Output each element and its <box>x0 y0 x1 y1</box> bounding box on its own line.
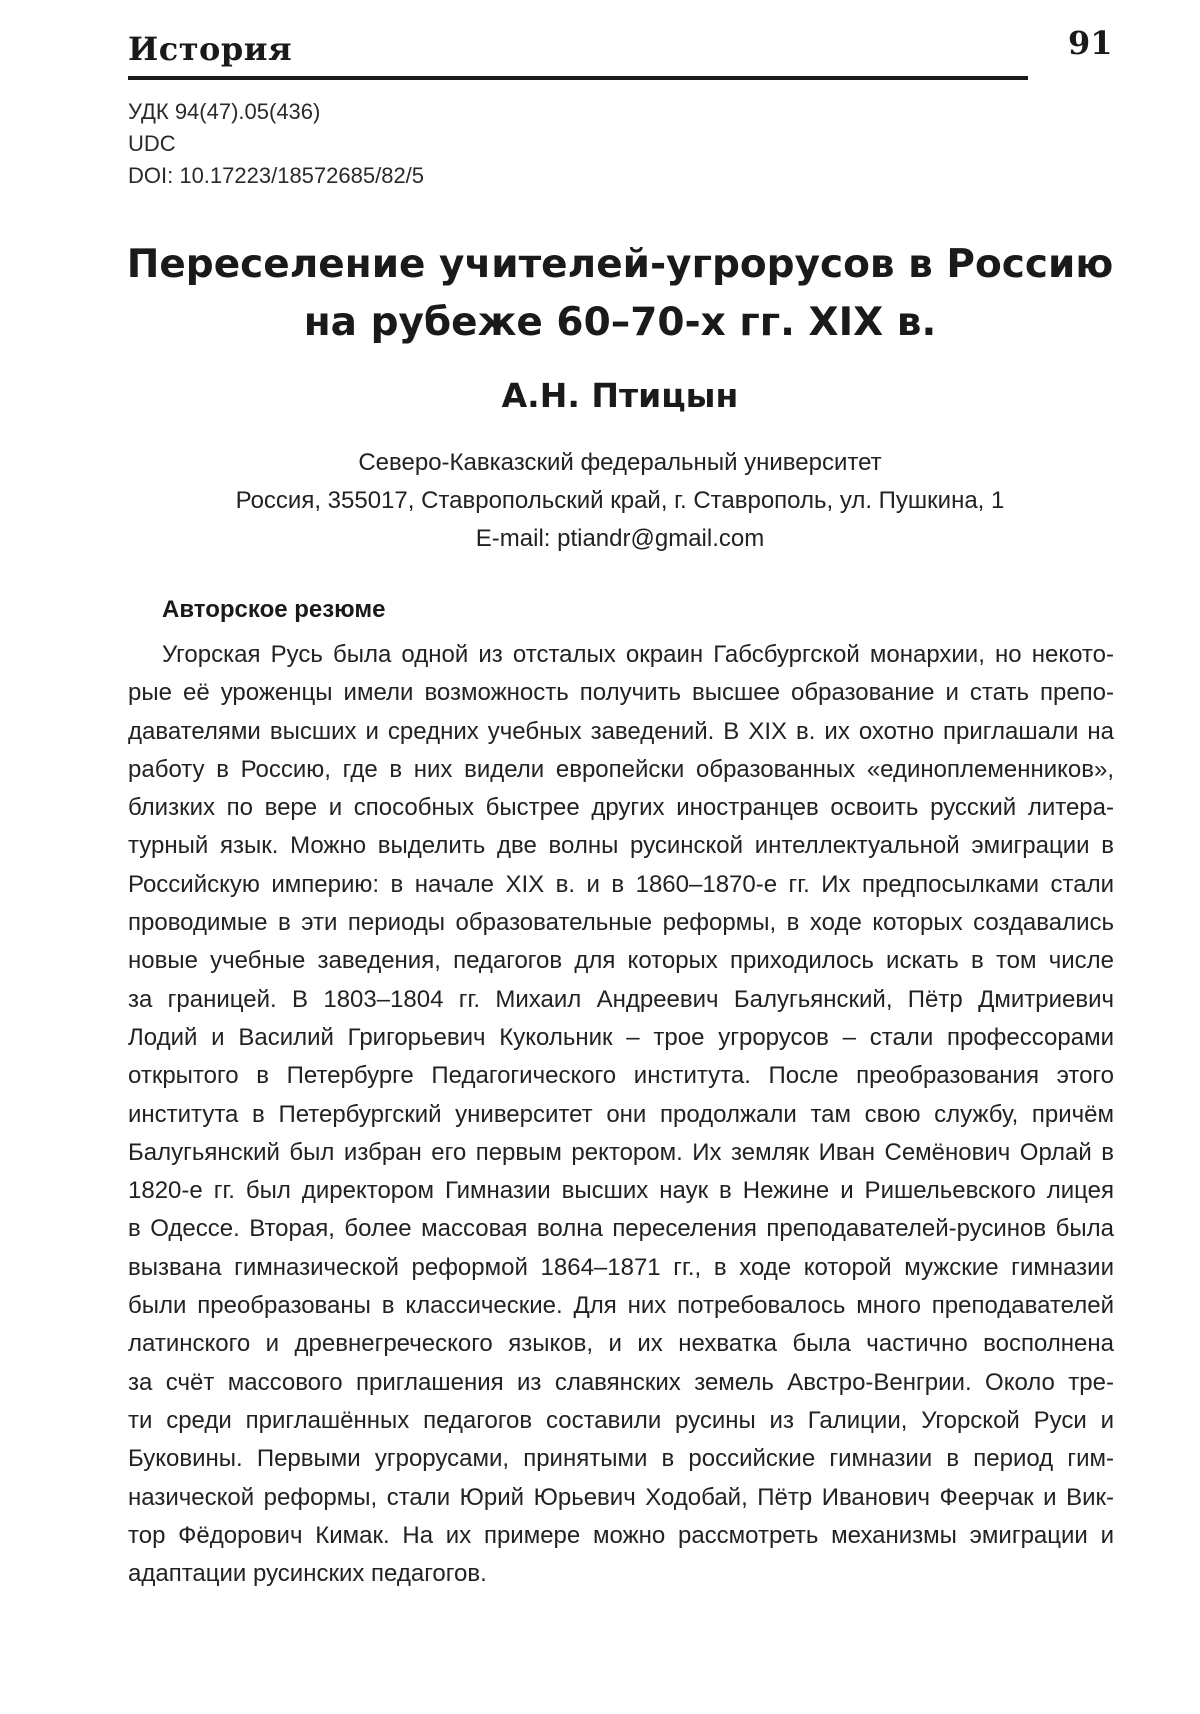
page-number: 91 <box>1068 24 1113 62</box>
abstract-text <box>128 636 1114 1593</box>
udc-code: UDC <box>128 131 176 156</box>
abstract-line: проводимые в эти периоды образовательные реформы, в ходе которых создавались <box>128 909 1114 937</box>
title-line: Переселение учителей-угрорусов в Россию <box>126 242 1114 287</box>
abstract-line: адаптации русинских педагогов. <box>128 1560 487 1588</box>
abstract-line: тор Фёдорович Кимак. На их примере можно рассмотреть механизмы эмиграции и <box>128 1521 1114 1549</box>
title-line: на рубеже 60–70-х гг. XIX в. <box>303 300 937 345</box>
abstract-line: за границей. В 1803–1804 гг. Михаил Андреевич Балугьянский, Пётр Дмитриевич <box>128 985 1114 1013</box>
abstract-line: были преобразованы в классические. Для них потребовалось много преподавателей <box>128 1292 1114 1320</box>
university-name: Северо-Кавказский федеральный университет <box>358 449 882 476</box>
abstract-line: Балугьянский был избран его первым ректором. Их земляк Иван Семёнович Орлай в <box>128 1138 1114 1166</box>
abstract-line: 1820-е гг. был директором Гимназии высших наук в Нежине и Ришельевского лицея <box>128 1177 1114 1205</box>
udk-code: УДК 94(47).05(436) <box>128 99 321 124</box>
running-header <box>128 28 1028 80</box>
article-metadata <box>128 96 424 192</box>
abstract-line: Российскую империю: в начале XIX в. и в 1860–1870-е гг. Их предпосылками стали <box>128 870 1114 898</box>
abstract-line: новые учебные заведения, педагогов для которых приходилось искать в том числе <box>128 947 1114 975</box>
abstract-line: института в Петербургский университет они продолжали там свою службу, причём <box>128 1100 1114 1128</box>
author-email: E-mail: ptiandr@gmail.com <box>475 525 765 552</box>
abstract-line: работу в Россию, где в них видели европейски образованных «единоплеменников», <box>128 755 1114 783</box>
abstract-line: назической реформы, стали Юрий Юрьевич Ходобай, Пётр Иванович Феерчак и Вик- <box>128 1483 1114 1511</box>
abstract-line: ти среди приглашённых педагогов составили русины из Галиции, Угорской Руси и <box>128 1406 1114 1434</box>
abstract-line: турный язык. Можно выделить две волны русинской интеллектуальной эмиграции в <box>128 832 1114 860</box>
article-title <box>100 236 1140 352</box>
abstract-line: латинского и древнегреческого языков, и их нехватка была частично восполнена <box>128 1330 1114 1358</box>
postal-address: Россия, 355017, Ставропольский край, г. Ставрополь, ул. Пушкина, 1 <box>235 487 1005 514</box>
abstract-line: Угорская Русь была одной из отсталых окраин Габсбургской монархии, но некото- <box>162 641 1114 668</box>
abstract-line: рые её уроженцы имели возможность получить высшее образование и стать препо- <box>128 679 1114 707</box>
author-affiliation <box>100 444 1140 558</box>
abstract-line: вызвана гимназической реформой 1864–1871 гг., в ходе которой мужские гимназии <box>128 1253 1114 1281</box>
abstract-heading: Авторское резюме <box>162 596 386 623</box>
abstract-line: Лодий и Василий Григорьевич Кукольник – трое угрорусов – стали профессорами <box>128 1023 1114 1051</box>
abstract-line: открытого в Петербурге Педагогического института. После преобразования этого <box>128 1062 1114 1090</box>
abstract-line: Буковины. Первыми угрорусами, принятыми в российские гимназии в период гим- <box>128 1445 1114 1473</box>
section-title: История <box>128 30 293 68</box>
abstract-line: в Одессе. Вторая, более массовая волна переселения преподавателей-русинов была <box>128 1215 1114 1243</box>
abstract-line: за счёт массового приглашения из славянских земель Австро-Венгрии. Около тре- <box>128 1368 1114 1396</box>
author-name: А.Н. Птицын <box>501 376 739 415</box>
abstract-line: давателями высших и средних учебных заведений. В XIX в. их охотно приглашали на <box>128 717 1114 745</box>
abstract-line: близких по вере и способных быстрее других иностранцев освоить русский литера- <box>128 794 1114 822</box>
doi: DOI: 10.17223/18572685/82/5 <box>128 163 425 188</box>
